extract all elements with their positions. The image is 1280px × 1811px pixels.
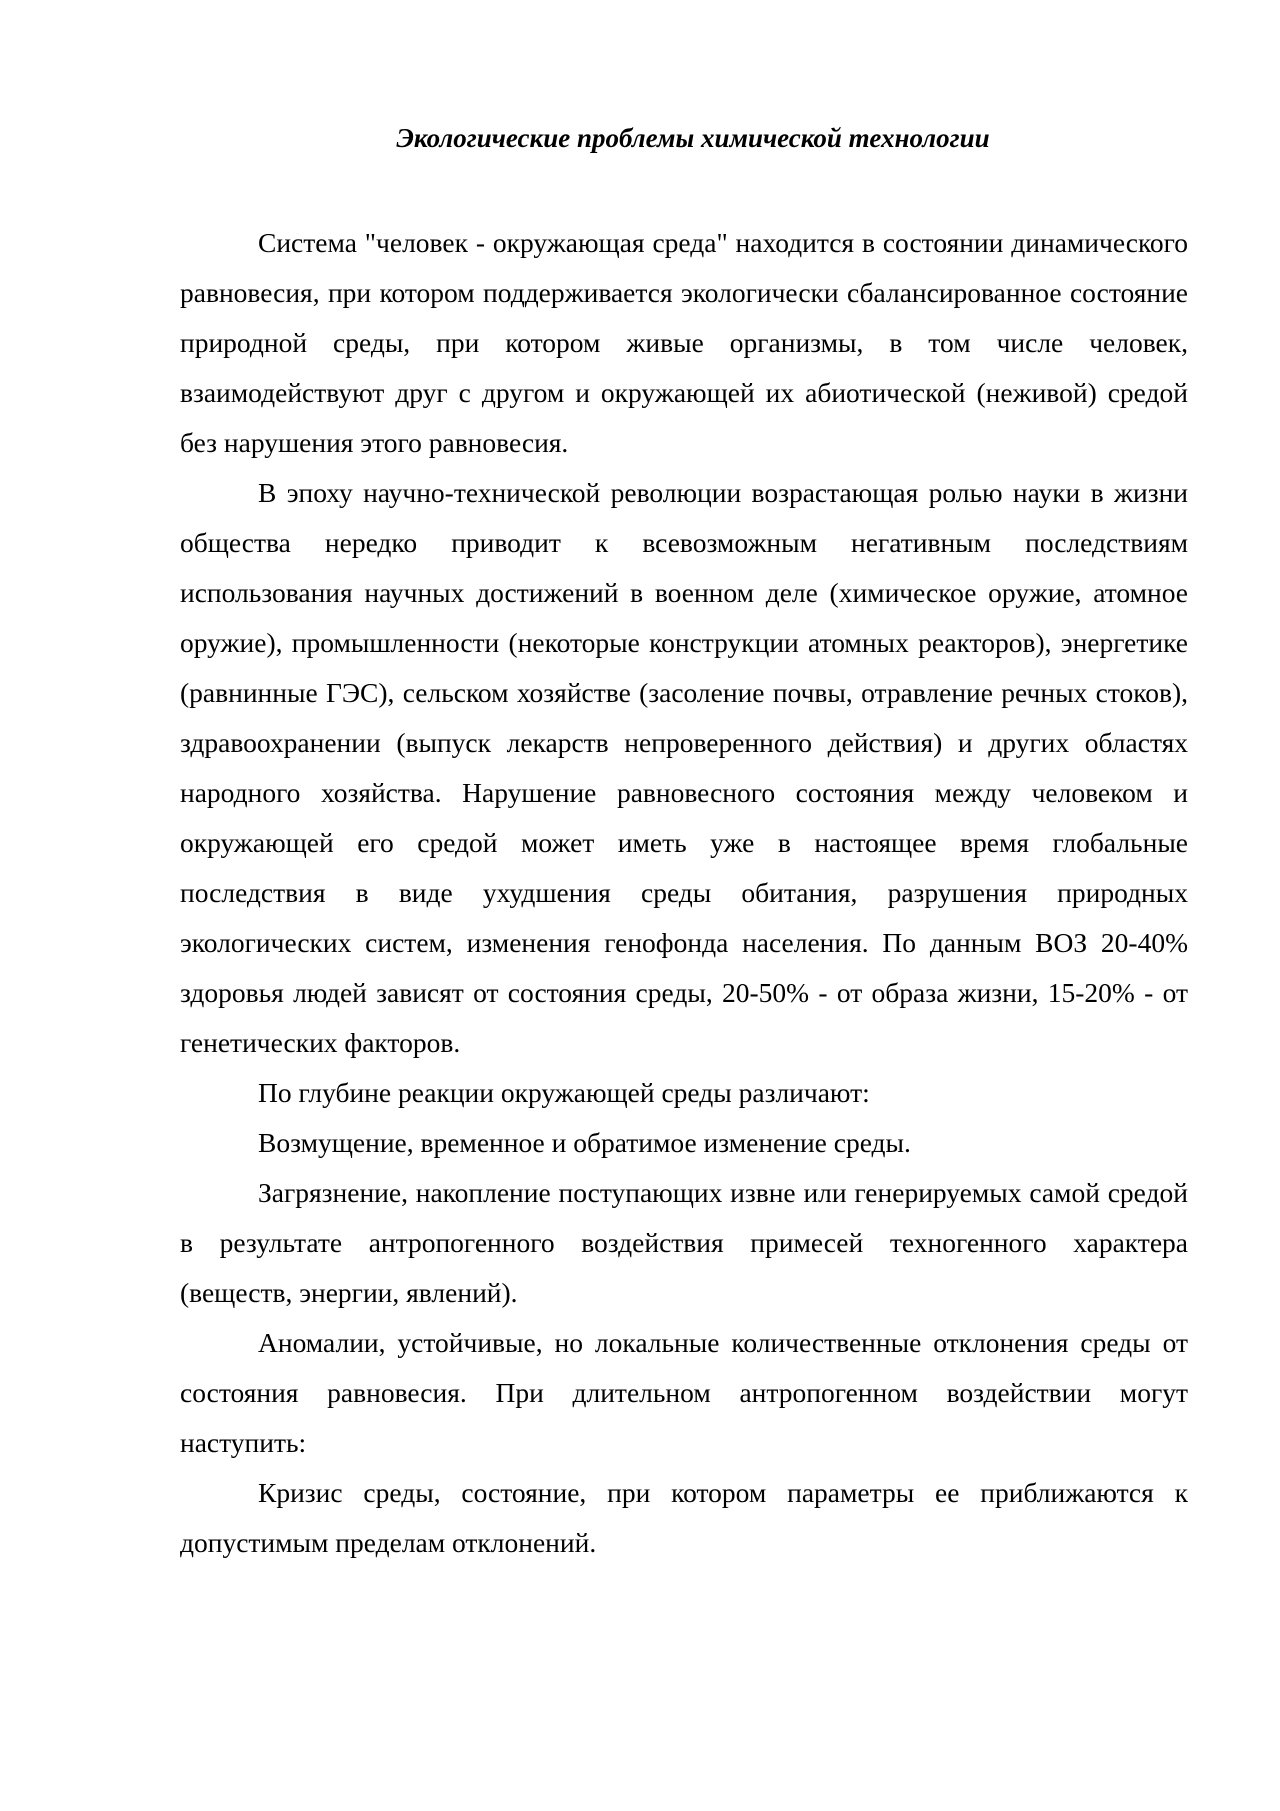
paragraph-5: Загрязнение, накопление поступающих извне или генерируемых самой средой в результате антропогенного воздействия примесей техногенного характера (веществ, энергии, явлений).: [180, 1177, 1188, 1308]
paragraph-6: Аномалии, устойчивые, но локальные количественные отклонения среды от состояния равновесия. При длительном антропогенном воздействии могут наступить:: [180, 1327, 1188, 1458]
document-title: Экологические проблемы химической технологии: [396, 123, 990, 153]
paragraph-4: Возмущение, временное и обратимое изменение среды.: [258, 1127, 911, 1158]
paragraph-2: В эпоху научно-технической революции возрастающая ролью науки в жизни общества нередко приводит к всевозможным негативным последствиям использования научных достижений в военном деле (химическое оружие, атомное оружие), промышленности (некоторые конструкции атомных реакторов), энергетике (равнинные ГЭС), сельском хозяйстве (засоление почвы, отравление речных стоков), здравоохранении (выпуск лекарств непроверенного действия) и других областях народного хозяйства. Нарушение равновесного состояния между человеком и окружающей его средой может иметь уже в настоящее время глобальные последствия в виде ухудшения среды обитания, разрушения природных экологических систем, изменения генофонда населения. По данным ВОЗ 20-40% здоровья людей зависят от состояния среды, 20-50% - от образа жизни, 15-20% - от генетических факторов.: [180, 477, 1188, 1058]
paragraph-1: Система "человек - окружающая среда" находится в состоянии динамического равновесия, при котором поддерживается экологически сбалансированное состояние природной среды, при котором живые организмы, в том числе человек, взаимодействуют друг с другом и окружающей их абиотической (неживой) средой без нарушения этого равновесия.: [180, 227, 1188, 458]
document-body: [180, 218, 1188, 1568]
paragraph-3: По глубине реакции окружающей среды различают:: [258, 1077, 870, 1108]
paragraph-7: Кризис среды, состояние, при котором параметры ее приближаются к допустимым пределам отклонений.: [180, 1477, 1188, 1558]
